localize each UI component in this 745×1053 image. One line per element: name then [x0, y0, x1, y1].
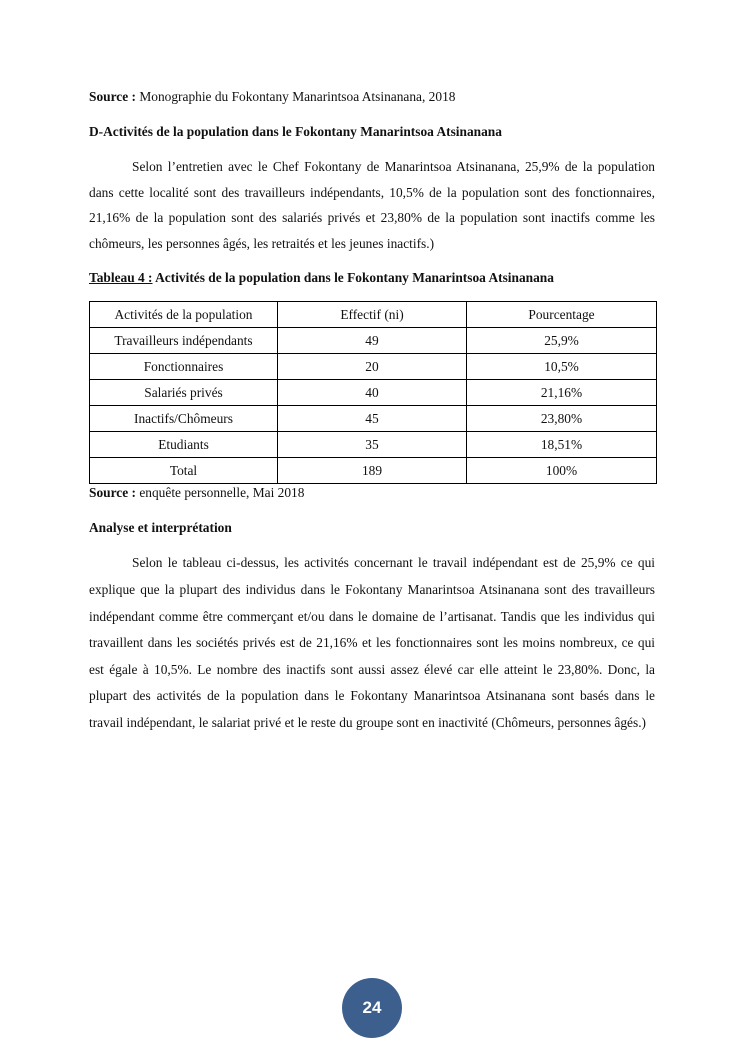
table-row [90, 380, 657, 406]
source-text: enquête personnelle, Mai 2018 [136, 485, 305, 501]
table-cell: 49 [278, 328, 467, 354]
table-cell: 21,16% [467, 380, 657, 406]
table-cell: 10,5% [467, 354, 657, 380]
table-cell: Inactifs/Chômeurs [90, 406, 278, 432]
table-row [90, 328, 657, 354]
table-row [90, 354, 657, 380]
table-cell: 100% [467, 458, 657, 484]
table-header-row [90, 302, 657, 328]
table-cell: 23,80% [467, 406, 657, 432]
source-text: Monographie du Fokontany Manarintsoa Atsinanana, 2018 [136, 89, 456, 104]
table-row [90, 432, 657, 458]
table-cell: 40 [278, 380, 467, 406]
source-note-top [89, 88, 655, 106]
table-row [90, 406, 657, 432]
table-cell: 35 [278, 432, 467, 458]
table-cell: Total [90, 458, 278, 484]
header-cell: Effectif (ni) [278, 302, 467, 328]
document-page [89, 88, 655, 750]
source-label: Source : [89, 89, 136, 104]
activities-table [89, 301, 657, 484]
table-caption [89, 269, 655, 287]
table-cell: Fonctionnaires [90, 354, 278, 380]
source-note-bottom [89, 484, 655, 502]
table-cell: 18,51% [467, 432, 657, 458]
table-cell: Etudiants [90, 432, 278, 458]
source-label: Source : [89, 485, 136, 501]
analysis-paragraph: Selon le tableau ci-dessus, les activités concernant le travail indépendant est de 25,9% ce qui explique que la plupart des individus dans le Fokontany Manarintsoa Atsinanana sont des travailleurs indépendant comme être commerçant et/ou dans le domaine de l’artisanat. Tandis que les individus qui travaillent dans les sociétés privés est de 21,16% et les fonctionnaires sont les moins nombreux, ce qui est égale à 10,5%. Le nombre des inactifs sont aussi assez élevé car elle atteint le 23,80%. Donc, la plupart des activités de la population dans le Fokontany Manarintsoa Atsinanana sont basés dans le travail indépendant, le salariat privé et le reste du groupe sont en inactivité (Chômeurs, personnes âgés.) [89, 555, 655, 730]
table-cell: Travailleurs indépendants [90, 328, 278, 354]
table-cell: Salariés privés [90, 380, 278, 406]
table-total-row [90, 458, 657, 484]
page-number-badge: 24 [342, 978, 402, 1038]
section-heading: D-Activités de la population dans le Fokontany Manarintsoa Atsinanana [89, 124, 502, 139]
header-cell: Activités de la population [90, 302, 278, 328]
header-cell: Pourcentage [467, 302, 657, 328]
table-cell: 25,9% [467, 328, 657, 354]
intro-paragraph: Selon l’entretien avec le Chef Fokontany de Manarintsoa Atsinanana, 25,9% de la population dans cette localité sont des travailleurs indépendants, 10,5% de la population sont des fonctionnaires, 21,16% de la population sont des salariés privés et 23,80% de la population sont inactifs comme les chômeurs, les personnes âgés, les retraités et les jeunes inactifs.) [89, 159, 655, 251]
table-cell: 189 [278, 458, 467, 484]
analysis-heading: Analyse et interprétation [89, 520, 232, 536]
table-caption-title: Activités de la population dans le Fokontany Manarintsoa Atsinanana [152, 270, 554, 286]
table-cell: 45 [278, 406, 467, 432]
table-cell: 20 [278, 354, 467, 380]
table-caption-label: Tableau 4 : [89, 270, 153, 286]
